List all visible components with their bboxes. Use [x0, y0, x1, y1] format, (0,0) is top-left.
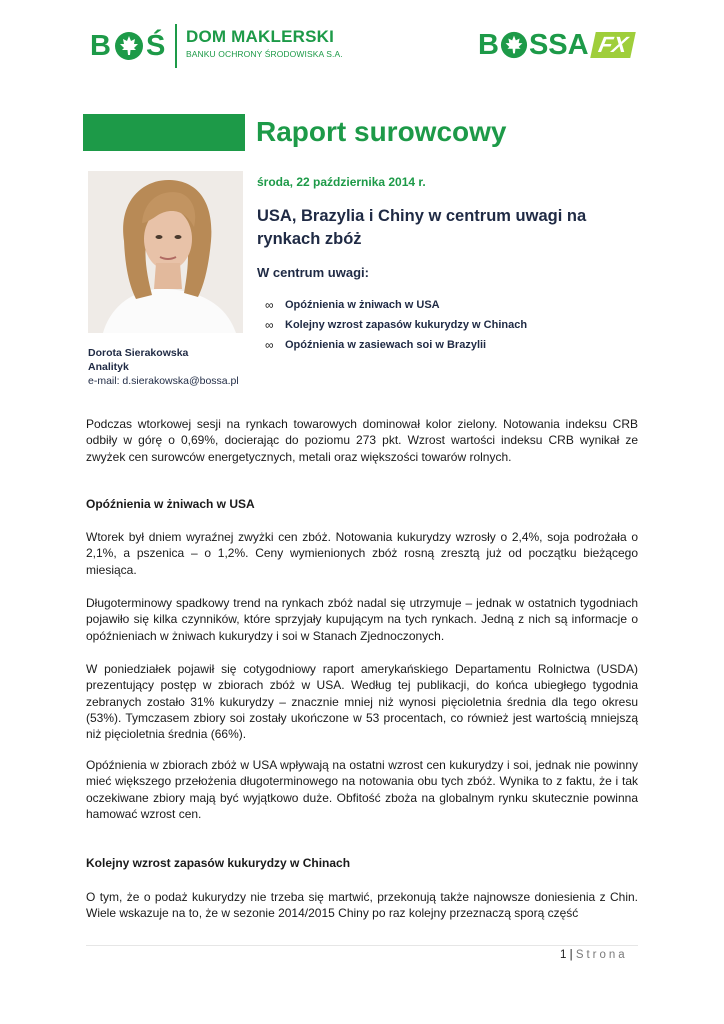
paragraph: W poniedziałek pojawił się cotygodniowy raport amerykańskiego Departamentu Rolnictwa (USDA) prezentujący postęp w zbiorach zbóż w USA. Według tej publikacji, do końca ubiegłego tygodnia zebranych zostało 31% kukurydzy – znacznie mniej niż wynosi pięcioletnia średnia dla tego okresu (53%). Tymczasem zbiory soi zostały ukończone w 53 procentach, co również jest wartością mniejszą niż pięcioletnia średnia (66%). [86, 662, 638, 742]
author-block [88, 346, 239, 388]
bos-letter-b: B [90, 29, 112, 62]
paragraph: Opóźnienia w zbiorach zbóż w USA wpływają na ostatni wzrost cen kukurydzy i soi, jednak nie powinny mieć większego przełożenia długoterminowego na notowania obu tych zbóż. Wynika to z faktu, że i tak oczekiwane zbiory mają być wyjątkowo duże. Obfitość zboża na globalnym rynku skutecznie powinna hamować wzrost cen. [86, 758, 638, 821]
focus-list [265, 295, 527, 355]
analyst-portrait-image [88, 171, 243, 333]
infinity-icon: ∞ [265, 338, 274, 352]
list-item [265, 335, 527, 355]
report-date: środa, 22 października 2014 r. [257, 175, 426, 189]
title-accent-bar [83, 114, 245, 151]
author-email[interactable]: e-mail: d.sierakowska@bossa.pl [88, 375, 239, 387]
bos-letter-s: Ś [145, 29, 167, 62]
list-item [265, 295, 527, 315]
infinity-icon: ∞ [265, 298, 274, 312]
section-heading: Kolejny wzrost zapasów kukurydzy w Chinach [86, 856, 351, 870]
maple-leaf-icon [500, 31, 528, 59]
footer-separator: | [569, 949, 573, 961]
focus-item-text: Opóźnienia w żniwach w USA [285, 299, 440, 311]
page-label: Strona [575, 949, 628, 961]
focus-heading: W centrum uwagi: [257, 265, 369, 280]
author-role: Analityk [88, 361, 129, 373]
page-footer [560, 949, 628, 961]
broker-title: DOM MAKLERSKI [186, 27, 335, 46]
focus-item-text: Opóźnienia w zasiewach soi w Brazylii [285, 339, 487, 351]
list-item [265, 315, 527, 335]
paragraph: O tym, że o podaż kukurydzy nie trzeba się martwić, przekonują także najnowsze doniesienia z Chin. Wiele wskazuje na to, że w sezonie 2014/2015 Chiny po raz kolejny przeznaczą sporą część [86, 890, 638, 921]
bossa-letter-b: B [478, 28, 499, 61]
broker-subtitle: BANKU OCHRONY ŚRODOWISKA S.A. [186, 49, 343, 59]
footer-divider [86, 945, 638, 946]
focus-item-text: Kolejny wzrost zapasów kukurydzy w Chinach [285, 319, 528, 331]
report-title: Raport surowcowy [256, 116, 507, 147]
fx-badge: FX [590, 32, 636, 58]
infinity-icon: ∞ [265, 318, 274, 332]
analyst-photo [88, 171, 243, 333]
paragraph: Długoterminowy spadkowy trend na rynkach zbóż nadal się utrzymuje – jednak w ostatnich tygodniach pojawiło się kilka czynników, które sprzyjały kupującym na tych rynkach. Jedną z nich są informacje o opóźnieniach w żniwach kukurydzy i soi w Stanach Zjednoczonych. [86, 596, 638, 643]
maple-leaf-icon [114, 31, 144, 61]
bossa-letters: SSA [528, 28, 589, 61]
bossa-fx-logo [478, 28, 633, 62]
page-number: 1 [560, 949, 567, 961]
report-headline: USA, Brazylia i Chiny w centrum uwagi na rynkach zbóż [257, 207, 587, 248]
author-name: Dorota Sierakowska [88, 347, 189, 359]
section-heading: Opóźnienia w żniwach w USA [86, 497, 255, 511]
paragraph: Wtorek był dniem wyraźnej zwyżki cen zbóż. Notowania kukurydzy wzrosły o 2,4%, soja podrożała o 2,1%, a pszenica – o 1,2%. Ceny wymienionych zbóż rosną zresztą już od początku bieżącego miesiąca. [86, 530, 638, 577]
logo-divider [175, 24, 177, 68]
intro-paragraph: Podczas wtorkowej sesji na rynkach towarowych dominował kolor zielony. Notowania indeksu CRB odbiły w górę o 0,69%, docierając do poziomu 273 pkt. Wzrost wartości indeksu CRB wynikał ze zwyżek cen surowców energetycznych, metali oraz większości towarów rolnych. [86, 417, 638, 464]
